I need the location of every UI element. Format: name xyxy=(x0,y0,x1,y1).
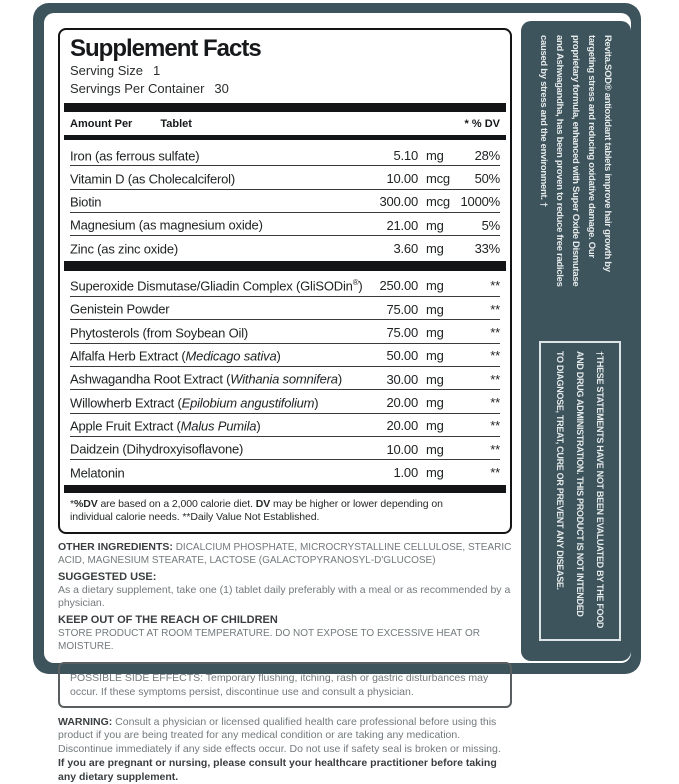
nutrient-row xyxy=(70,166,500,189)
nutrient-name: Iron (as ferrous sulfate) xyxy=(70,147,200,163)
nutrient-amount: 20.00 xyxy=(386,418,418,434)
nutrient-row xyxy=(70,367,500,390)
nutrient-unit: mg xyxy=(426,217,444,233)
botanicals-rows xyxy=(70,274,500,483)
footnote-text: may be higher or lower depending on xyxy=(270,497,443,510)
footnote-text: are based on a 2,000 calorie diet. xyxy=(97,497,256,510)
col-percent-dv: * % DV xyxy=(464,118,500,130)
nutrient-row xyxy=(70,297,500,320)
suggested-use-text: As a dietary supplement, take one (1) tablet daily preferably with a meal or as recommended by a physician. xyxy=(58,583,511,609)
col-tablet: Tablet xyxy=(160,118,192,130)
nutrient-unit: mcg xyxy=(426,171,450,187)
nutrient-amount: 250.00 xyxy=(379,278,418,294)
rotated-text-line: caused by stress and the environment. † xyxy=(538,35,549,208)
nutrient-daily-value: ** xyxy=(490,418,500,434)
fda-disclaimer-box xyxy=(539,341,621,641)
storage-text: STORE PRODUCT AT ROOM TEMPERATURE. DO NOT EXPOSE TO EXCESSIVE HEAT OR MOISTURE. xyxy=(58,627,480,652)
rotated-text-line: †THESE STATEMENTS HAVE NOT BEEN EVALUATED BY THE FOOD xyxy=(595,351,605,629)
nutrient-row xyxy=(70,143,500,166)
nutrient-name: Magnesium (as magnesium oxide) xyxy=(70,217,263,233)
product-claims-rotated-text xyxy=(535,35,615,327)
suggested-use-label: SUGGESTED USE: xyxy=(58,570,157,583)
nutrient-name: Melatonin xyxy=(70,465,125,481)
nutrient-name: Apple Fruit Extract (Malus Pumila) xyxy=(70,418,261,434)
nutrient-amount: 20.00 xyxy=(386,395,418,411)
nutrient-row xyxy=(70,437,500,460)
rotated-text-line: proprietary formula, enhanced with Super Oxide Dismutase xyxy=(570,35,581,287)
servings-value: 30 xyxy=(214,81,229,96)
nutrient-amount: 30.00 xyxy=(386,371,418,387)
nutrient-daily-value: 1000% xyxy=(460,194,500,210)
rotated-text-line: AND DRUG ADMINISTRATION. THIS PRODUCT IS NOT INTENDED xyxy=(575,351,585,617)
nutrient-unit: mg xyxy=(426,418,444,434)
nutrient-row xyxy=(70,414,500,437)
serving-size-value: 1 xyxy=(152,63,161,78)
other-ingredients-text: DICALCIUM PHOSPHATE, MICROCRYSTALLINE CELLULOSE, STEARIC ACID, MAGNESIUM STEARATE, LACTOSE (GALACTOPYRANOSYL-D'GLUCOSE) xyxy=(58,541,512,566)
nutrient-unit: mg xyxy=(426,325,444,341)
nutrient-daily-value: 5% xyxy=(481,217,500,233)
nutrient-row xyxy=(70,344,500,367)
nutrient-name: Daidzein (Dihydroxyisoflavone) xyxy=(70,441,244,457)
rotated-text-line: and Ashwagandha, has been proven to reduce free radicles xyxy=(554,35,565,287)
nutrient-daily-value: ** xyxy=(490,325,500,341)
dv-footnote-line1 xyxy=(70,498,500,511)
nutrient-daily-value: 28% xyxy=(474,147,500,163)
nutrient-row xyxy=(70,236,500,258)
nutrient-row xyxy=(70,460,500,482)
servings-label: Servings Per Container xyxy=(70,81,205,96)
nutrient-amount: 50.00 xyxy=(386,348,418,364)
divider-bar-thick xyxy=(64,485,506,493)
supplement-facts-title: Supplement Facts xyxy=(70,35,261,62)
nutrient-row xyxy=(70,390,500,413)
nutrient-amount: 1.00 xyxy=(393,465,418,481)
nutrient-unit: mg xyxy=(426,278,444,294)
nutrient-amount: 75.00 xyxy=(386,301,418,317)
warning-section xyxy=(58,716,512,757)
nutrient-amount: 75.00 xyxy=(386,325,418,341)
minerals-rows xyxy=(70,143,500,259)
footnote-asterisk: * xyxy=(70,497,74,510)
nutrient-name: Biotin xyxy=(70,194,102,210)
nutrient-unit: mg xyxy=(426,395,444,411)
rotated-text-line: TO DIAGNOSE, TREAT, CURE OR PREVENT ANY DISEASE. xyxy=(555,351,565,590)
nutrient-unit: mg xyxy=(426,371,444,387)
nutrient-name: Alfalfa Herb Extract (Medicago sativa) xyxy=(70,348,281,364)
divider-bar-thick xyxy=(64,261,506,271)
nutrient-amount: 5.10 xyxy=(393,147,418,163)
supplement-facts-box xyxy=(58,28,512,534)
nutrient-unit: mg xyxy=(426,348,444,364)
nutrient-daily-value: ** xyxy=(490,371,500,387)
col-amount-per: Amount Per xyxy=(70,118,133,130)
pregnancy-notice-text: If you are pregnant or nursing, please consult your healthcare practitioner before taking any dietary supplement. xyxy=(58,757,497,783)
divider-bar-thick xyxy=(64,103,506,112)
footnote-bold-dv: %DV xyxy=(74,497,98,510)
dv-footnote-line2: individual calorie needs. **Daily Value Not Established. xyxy=(70,510,320,523)
footnote-bold-dv: DV xyxy=(255,497,271,510)
nutrient-unit: mg xyxy=(426,301,444,317)
nutrient-unit: mg xyxy=(426,147,444,163)
nutrient-daily-value: ** xyxy=(490,441,500,457)
nutrient-daily-value: ** xyxy=(490,301,500,317)
nutrient-amount: 21.00 xyxy=(386,217,418,233)
nutrient-row xyxy=(70,190,500,213)
warning-label: WARNING: xyxy=(58,715,113,728)
nutrient-daily-value: ** xyxy=(490,395,500,411)
other-ingredients-label: OTHER INGREDIENTS: xyxy=(58,540,173,553)
divider-bar-medium xyxy=(64,135,506,140)
nutrient-amount: 300.00 xyxy=(379,194,418,210)
nutrient-daily-value: 33% xyxy=(474,241,500,257)
nutrient-amount: 10.00 xyxy=(386,441,418,457)
rotated-text-line: Revita.SOD® antioxidant tablets improve hair growth by xyxy=(602,35,613,272)
nutrient-amount: 10.00 xyxy=(386,171,418,187)
nutrient-daily-value: 50% xyxy=(474,171,500,187)
nutrient-row xyxy=(70,274,500,297)
nutrient-amount: 3.60 xyxy=(393,241,418,257)
warning-text: Consult a physician or licensed qualified health care professional before using this product if you are being treated for any medical condition or are taking any medication. Discontinue immediately if any side effects occur. Do not use if safety seal is broken or missing. xyxy=(58,715,501,755)
servings-per-container-row xyxy=(70,80,500,98)
nutrient-daily-value: ** xyxy=(490,465,500,481)
nutrient-unit: mcg xyxy=(426,194,450,210)
other-ingredients-section xyxy=(58,541,512,567)
nutrient-daily-value: ** xyxy=(490,278,500,294)
nutrient-unit: mg xyxy=(426,441,444,457)
side-claims-panel xyxy=(521,21,631,661)
nutrient-name: Zinc (as zinc oxide) xyxy=(70,241,178,257)
nutrient-row xyxy=(70,320,500,343)
rotated-text-line: targeting stress and reducing oxidative damage. Our xyxy=(586,35,597,258)
nutrient-name: Vitamin D (as Cholecalciferol) xyxy=(70,171,235,187)
possible-side-effects-box xyxy=(58,662,512,708)
serving-size-row xyxy=(70,62,500,80)
nutrient-name: Ashwagandha Root Extract (Withania somnifera) xyxy=(70,371,342,387)
nutrient-name: Superoxide Dismutase/Gliadin Complex (GliSODin®) xyxy=(70,278,363,294)
nutrient-daily-value: ** xyxy=(490,348,500,364)
dv-footnote xyxy=(70,498,500,524)
nutrient-unit: mg xyxy=(426,241,444,257)
nutrient-name: Willowherb Extract (Epilobium angustifolium) xyxy=(70,395,319,411)
nutrient-unit: mg xyxy=(426,465,444,481)
keep-out-of-reach-label: KEEP OUT OF THE REACH OF CHILDREN xyxy=(58,613,278,626)
nutrient-name: Phytosterols (from Soybean Oil) xyxy=(70,325,249,341)
label-content xyxy=(58,28,512,784)
table-header-row xyxy=(70,115,500,132)
possible-side-effects-text: POSSIBLE SIDE EFFECTS: Temporary flushing, itching, rash or gastric disturbances may occur. If these symptoms persist, discontinue use and consult a physician. xyxy=(70,671,489,698)
nutrient-row xyxy=(70,213,500,236)
nutrient-name: Genistein Powder xyxy=(70,301,170,317)
serving-size-label: Serving Size xyxy=(70,63,143,78)
